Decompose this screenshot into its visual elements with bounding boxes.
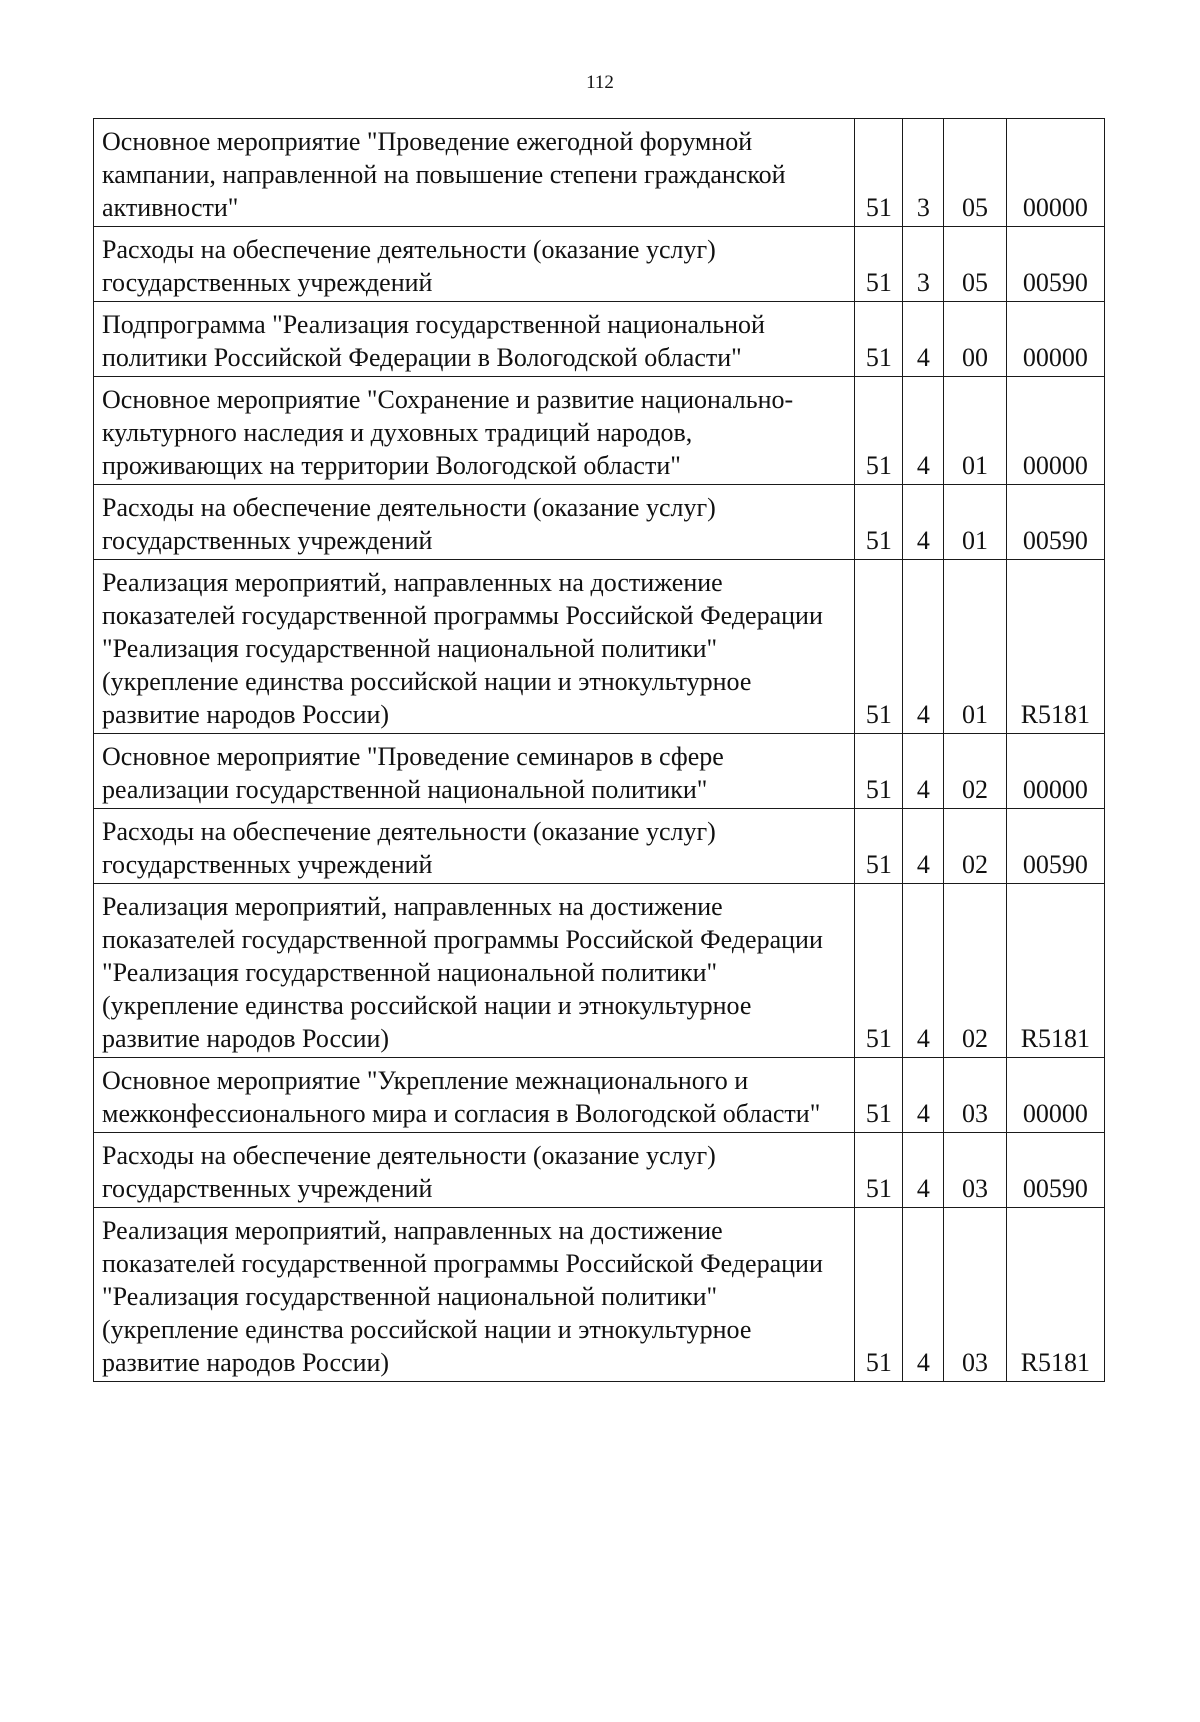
code-direction: 00590: [1006, 227, 1104, 302]
row-description: Реализация мероприятий, направленных на достижение показателей государственной программы Российской Федерации "Реализация государственной национальной политики" (укрепление единства российской нации и этнокультурное развитие народов России): [94, 1208, 855, 1382]
code-program: 51: [855, 1133, 903, 1208]
row-description: Подпрограмма "Реализация государственной национальной политики Российской Федерации в Вологодской области": [94, 302, 855, 377]
code-direction: 00000: [1006, 302, 1104, 377]
code-subprogram: 4: [903, 1058, 944, 1133]
code-direction: 00000: [1006, 119, 1104, 227]
row-description: Основное мероприятие "Проведение ежегодной форумной кампании, направленной на повышение степени гражданской активности": [94, 119, 855, 227]
code-program: 51: [855, 1058, 903, 1133]
table-row: [94, 560, 1105, 734]
code-program: 51: [855, 734, 903, 809]
budget-classification-table: [93, 118, 1105, 1382]
code-subprogram: 3: [903, 227, 944, 302]
code-direction: 00000: [1006, 734, 1104, 809]
code-event: 00: [944, 302, 1006, 377]
code-subprogram: 4: [903, 1208, 944, 1382]
code-event: 02: [944, 884, 1006, 1058]
code-event: 01: [944, 485, 1006, 560]
code-subprogram: 4: [903, 302, 944, 377]
row-description: Расходы на обеспечение деятельности (оказание услуг) государственных учреждений: [94, 1133, 855, 1208]
code-direction: 00000: [1006, 1058, 1104, 1133]
row-description: Расходы на обеспечение деятельности (оказание услуг) государственных учреждений: [94, 485, 855, 560]
code-program: 51: [855, 1208, 903, 1382]
code-program: 51: [855, 302, 903, 377]
code-program: 51: [855, 227, 903, 302]
code-event: 05: [944, 227, 1006, 302]
code-direction: 00590: [1006, 485, 1104, 560]
row-description: Основное мероприятие "Сохранение и развитие национально-культурного наследия и духовных традиций народов, проживающих на территории Вологодской области": [94, 377, 855, 485]
code-event: 01: [944, 377, 1006, 485]
page-number: 112: [586, 72, 614, 93]
row-description: Расходы на обеспечение деятельности (оказание услуг) государственных учреждений: [94, 227, 855, 302]
code-program: 51: [855, 884, 903, 1058]
code-subprogram: 3: [903, 119, 944, 227]
code-program: 51: [855, 119, 903, 227]
code-direction: 00590: [1006, 809, 1104, 884]
code-subprogram: 4: [903, 1133, 944, 1208]
table-row: [94, 1133, 1105, 1208]
table-row: [94, 1058, 1105, 1133]
code-program: 51: [855, 377, 903, 485]
code-subprogram: 4: [903, 734, 944, 809]
code-subprogram: 4: [903, 560, 944, 734]
table-row: [94, 119, 1105, 227]
table-row: [94, 884, 1105, 1058]
code-event: 03: [944, 1058, 1006, 1133]
code-direction: R5181: [1006, 1208, 1104, 1382]
code-program: 51: [855, 485, 903, 560]
table-row: [94, 485, 1105, 560]
code-event: 03: [944, 1133, 1006, 1208]
code-subprogram: 4: [903, 377, 944, 485]
code-subprogram: 4: [903, 809, 944, 884]
code-subprogram: 4: [903, 485, 944, 560]
code-direction: 00590: [1006, 1133, 1104, 1208]
code-subprogram: 4: [903, 884, 944, 1058]
code-event: 03: [944, 1208, 1006, 1382]
table-row: [94, 227, 1105, 302]
row-description: Расходы на обеспечение деятельности (оказание услуг) государственных учреждений: [94, 809, 855, 884]
code-event: 02: [944, 734, 1006, 809]
code-event: 05: [944, 119, 1006, 227]
code-direction: R5181: [1006, 560, 1104, 734]
row-description: Основное мероприятие "Проведение семинаров в сфере реализации государственной национальной политики": [94, 734, 855, 809]
row-description: Реализация мероприятий, направленных на достижение показателей государственной программы Российской Федерации "Реализация государственной национальной политики" (укрепление единства российской нации и этнокультурное развитие народов России): [94, 884, 855, 1058]
row-description: Реализация мероприятий, направленных на достижение показателей государственной программы Российской Федерации "Реализация государственной национальной политики" (укрепление единства российской нации и этнокультурное развитие народов России): [94, 560, 855, 734]
code-direction: 00000: [1006, 377, 1104, 485]
table-row: [94, 377, 1105, 485]
table-row: [94, 302, 1105, 377]
code-event: 02: [944, 809, 1006, 884]
code-program: 51: [855, 809, 903, 884]
table-row: [94, 734, 1105, 809]
code-event: 01: [944, 560, 1006, 734]
table-row: [94, 809, 1105, 884]
code-program: 51: [855, 560, 903, 734]
table-row: [94, 1208, 1105, 1382]
row-description: Основное мероприятие "Укрепление межнационального и межконфессионального мира и согласия в Вологодской области": [94, 1058, 855, 1133]
code-direction: R5181: [1006, 884, 1104, 1058]
